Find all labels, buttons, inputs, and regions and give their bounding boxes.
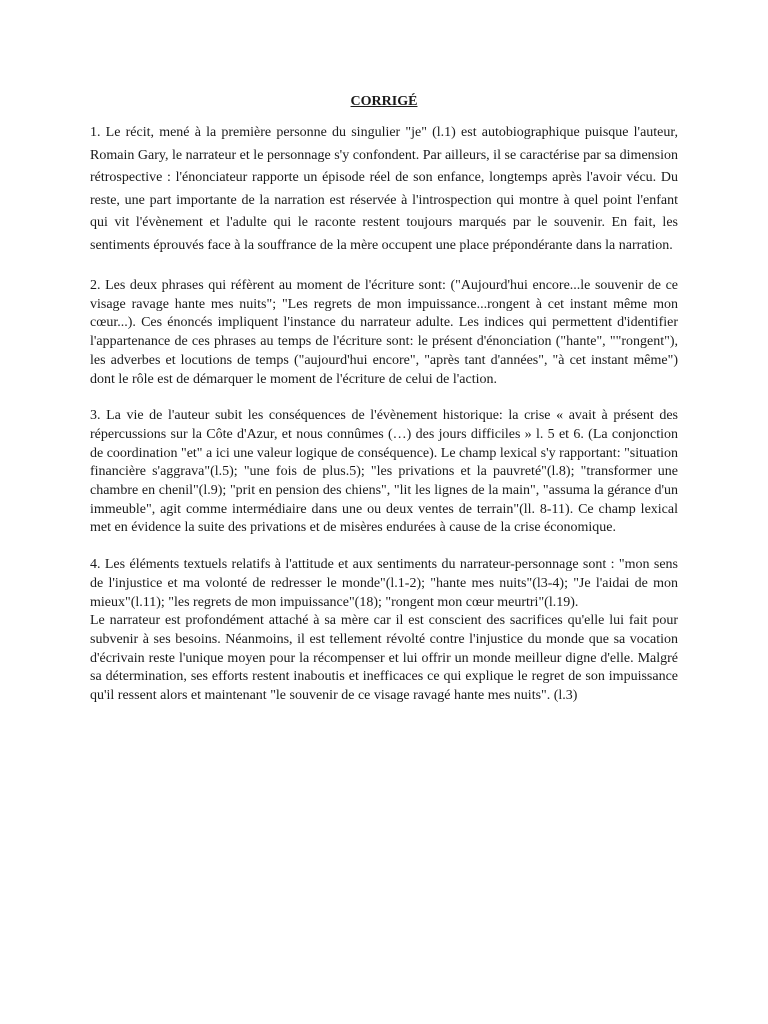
answer-paragraph-1: 1. Le récit, mené à la première personne du singulier "je" (l.1) est autobiographique puisque l'auteur, Romain Gary, le narrateur et le personnage s'y confondent. Par ailleurs, il se caractérise par sa dimension rétrospective : l'énonciateur rapporte un épisode réel de son enfance, longtemps après l'avoir vécu. Du reste, une part importante de la narration est réservée à l'introspection qui montre à quel point l'enfant qui vit l'évènement et l'adulte qui le raconte restent toujours marqués par le souvenir. En fait, les sentiments éprouvés face à la souffrance de la mère occupent une place prépondérante dans la narration. [90,125,678,253]
document-page [90,92,678,706]
answer-paragraph-3: 3. La vie de l'auteur subit les conséquences de l'évènement historique: la crise « avait à présent des répercussions sur la Côte d'Azur, et nous connûmes (…) des jours difficiles » l. 5 et 6. (La conjonction de coordination "et" a ici une valeur logique de conséquence). Le champ lexical s'y rapportant: "situation financière s'aggrava"(l.5); "une fois de plus.5); "les privations et la pauvreté"(l.8); "transformer une chambre en chenil"(l.9); "prit en pension des chiens", "lit les lignes de la main", "assuma la gérance d'un immeuble", agit comme intermédiaire dans une ou deux ventes de terrain"(ll. 8-11). Ce champ lexical met en évidence la suite des privations et de misères endurées à cause de la crise économique. [90,408,679,536]
answer-paragraph-4-continued: Le narrateur est profondément attaché à sa mère car il est conscient des sacrifices qu'elle lui fait pour subvenir à ses besoins. Néanmoins, il est tellement révolté contre l'injustice du monde que sa vocation d'écrivain reste l'unique moyen pour la récompenser et lui offrir un monde meilleur digne d'elle. Malgré sa détermination, ses efforts restent inaboutis et inefficaces ce qui explique le regret de son impuissance qu'il ressent alors et maintenant "le souvenir de ce visage ravagé hante mes nuits". (l.3) [90,613,678,704]
page-title: CORRIGÉ [350,94,418,109]
answer-paragraph-2: 2. Les deux phrases qui réfèrent au moment de l'écriture sont: ("Aujourd'hui encore...le souvenir de ce visage ravage hante mes nuits"; "Les regrets de mon impuissance...rongent à cet instant même mon cœur...). Ces énoncés impliquent l'instance du narrateur adulte. Les indices qui permettent d'identifier l'appartenance de ces phrases au temps de l'écriture sont: le présent d'énonciation ("hante", ""rongent"), les adverbes et locutions de temps ("aujourd'hui encore", "après tant d'années", "à cet instant même") dont le rôle est de démarquer le moment de l'écriture de celui de l'action. [90,278,678,387]
answer-paragraph-4: 4. Les éléments textuels relatifs à l'attitude et aux sentiments du narrateur-personnage sont : "mon sens de l'injustice et ma volonté de redresser le monde"(l.1-2); "hante mes nuits"(l3-4); "Je l'aidai de mon mieux"(l.11); "les regrets de mon impuissance"(18); "rongent mon cœur meurtri"(l.19). [90,557,678,610]
